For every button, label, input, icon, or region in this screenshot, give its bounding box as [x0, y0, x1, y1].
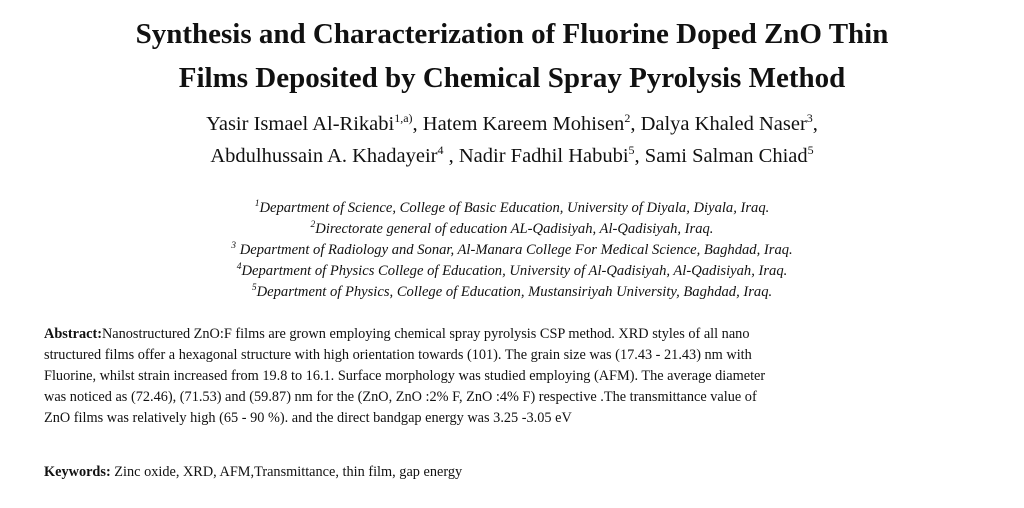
paper-title	[0, 12, 1024, 100]
author-name: Abdulhussain A. Khadayeir	[210, 145, 438, 167]
affiliation-mark: 3	[231, 241, 237, 251]
abstract-line-4: was noticed as (72.46), (71.53) and (59.87) nm for the (ZnO, ZnO :2% F, ZnO :4% F) respective .The transmittance value of	[44, 388, 757, 405]
abstract-line-3: Fluorine, whilst strain increased from 19.8 to 16.1. Surface morphology was studied employing (AFM). The average diameter	[44, 367, 766, 384]
affiliation-4	[0, 261, 1024, 282]
affiliation-text: Department of Physics College of Education, University of Al-Qadisiyah, Al-Qadisiyah, Iraq.	[241, 263, 788, 279]
author-affiliation-mark: 5	[807, 143, 814, 157]
title-line-2: Films Deposited by Chemical Spray Pyrolysis Method	[178, 62, 846, 94]
author-name: Dalya Khaled Naser	[640, 113, 807, 135]
author-name: Hatem Kareem Mohisen	[422, 113, 625, 135]
affiliation-text: Department of Science, College of Basic Education, University of Diyala, Diyala, Iraq.	[259, 200, 770, 216]
author-line-2	[0, 140, 1024, 172]
abstract-line-1	[44, 324, 990, 345]
author-name: Nadir Fadhil Habubi	[458, 145, 629, 167]
author-separator: ,	[630, 113, 641, 135]
affiliation-text: Department of Physics, College of Education, Mustansiriyah University, Baghdad, Iraq.	[256, 284, 773, 300]
abstract-label: Abstract:	[44, 326, 102, 342]
affiliation-list	[0, 198, 1024, 303]
author-separator: ,	[634, 145, 645, 167]
author-affiliation-mark: 4	[437, 143, 444, 157]
author-affiliation-mark: 1,a)	[394, 111, 413, 125]
affiliation-text: Directorate general of education AL-Qadisiyah, Al-Qadisiyah, Iraq.	[315, 221, 714, 237]
abstract-line-5: ZnO films was relatively high (65 - 90 %). and the direct bandgap energy was 3.25 -3.05 eV	[44, 409, 572, 426]
author-affiliation-mark: 2	[624, 111, 631, 125]
title-line-1: Synthesis and Characterization of Fluorine Doped ZnO Thin	[135, 18, 889, 50]
abstract-text: Nanostructured ZnO:F films are grown employing chemical spray pyrolysis CSP method. XRD styles of all nano	[101, 326, 750, 342]
abstract-line-2: structured films offer a hexagonal structure with high orientation towards (101). The grain size was (17.43 - 21.43) nm with	[44, 346, 752, 363]
keywords-text: Zinc oxide, XRD, AFM,Transmittance, thin film, gap energy	[110, 464, 463, 480]
affiliation-mark: 2	[310, 220, 316, 230]
keywords-label: Keywords:	[44, 464, 111, 480]
affiliation-mark: 4	[236, 262, 242, 272]
keywords	[44, 462, 990, 483]
affiliation-5	[0, 282, 1024, 303]
author-separator: ,	[812, 113, 818, 135]
author-list	[0, 108, 1024, 172]
abstract	[44, 324, 990, 429]
affiliation-1	[0, 198, 1024, 219]
affiliation-mark: 5	[251, 283, 257, 293]
author-name: Sami Salman Chiad	[644, 145, 808, 167]
author-line-1	[0, 108, 1024, 140]
author-affiliation-mark: 5	[628, 143, 635, 157]
affiliation-3	[0, 240, 1024, 261]
author-name: Yasir Ismael Al-Rikabi	[206, 113, 395, 135]
author-affiliation-mark: 3	[806, 111, 813, 125]
author-separator: ,	[412, 113, 423, 135]
affiliation-2	[0, 219, 1024, 240]
affiliation-mark: 1	[254, 199, 260, 209]
author-separator: ,	[443, 145, 459, 167]
affiliation-text: Department of Radiology and Sonar, Al-Manara College For Medical Science, Baghdad, Iraq.	[236, 242, 793, 258]
